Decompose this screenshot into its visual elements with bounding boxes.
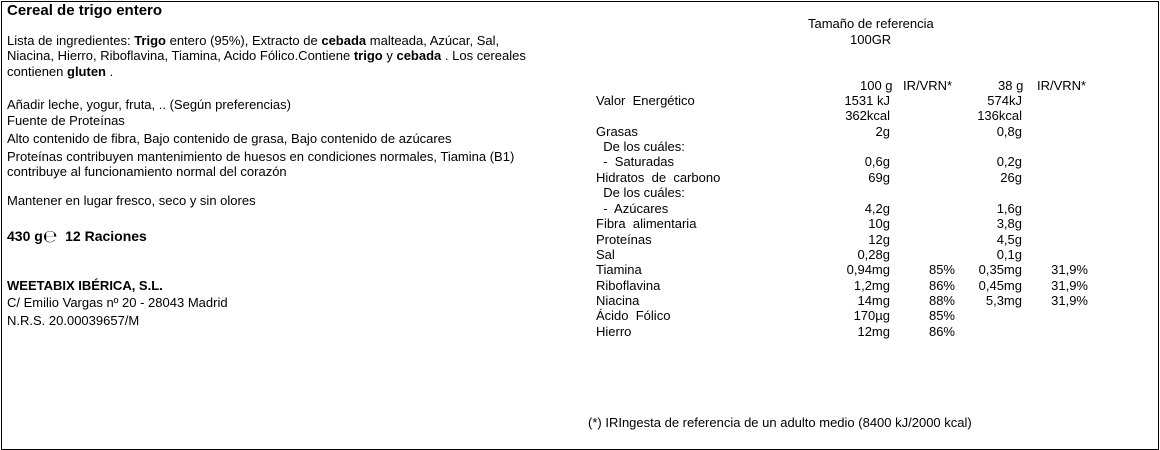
- allergen-cebada: cebada: [321, 33, 367, 48]
- company-name: WEETABIX IBÉRICA, S.L.: [7, 278, 163, 293]
- ir-100g: 85%: [928, 262, 955, 277]
- ir-100g: 86%: [928, 278, 955, 293]
- ingredients-line-1: [7, 33, 499, 48]
- nutrient-name: Ácido Fólico: [596, 308, 671, 323]
- value-100g: 1531 kJ: [844, 93, 890, 108]
- nutrient-name: Sal: [596, 247, 615, 262]
- allergen-trigo: Trigo: [134, 33, 166, 48]
- claim-line: Proteínas contribuyen mantenimiento de huesos en condiciones normales, Tiamina (B1): [7, 149, 515, 164]
- preparation-text: Añadir leche, yogur, fruta, .. (Según preferencias): [7, 97, 291, 112]
- nutrient-name: Hierro: [596, 324, 632, 339]
- nutrient-name: - Saturadas: [596, 154, 675, 169]
- value-100g: 12mg: [857, 324, 890, 339]
- nutrient-name: - Azúcares: [596, 201, 669, 216]
- value-38g: 0,8g: [996, 124, 1022, 139]
- claim-line: Alto contenido de fibra, Bajo contenido de grasa, Bajo contenido de azúcares: [7, 131, 452, 146]
- ingredients-text: entero (95%), Extracto de: [165, 33, 322, 48]
- net-weight: [7, 227, 147, 247]
- weight-value: 430 g: [7, 228, 43, 244]
- ingredients-text: . Los cereales: [441, 48, 526, 63]
- ir-100g: 85%: [928, 308, 955, 323]
- value-38g: 26g: [1000, 170, 1022, 185]
- value-100g: 2g: [875, 124, 890, 139]
- value-100g: 362kcal: [845, 108, 890, 123]
- value-100g: 14mg: [857, 293, 890, 308]
- value-100g: 12g: [868, 232, 890, 247]
- ir-38g: 31,9%: [1051, 293, 1088, 308]
- product-title: Cereal de trigo entero: [7, 2, 163, 19]
- ingredients-line-3: [7, 64, 113, 79]
- ir-100g: 88%: [928, 293, 955, 308]
- value-100g: 170µg: [853, 308, 890, 323]
- ingredients-line-2: [7, 48, 526, 63]
- reference-label: Tamaño de referencia: [808, 16, 934, 31]
- nutrient-name: De los cuáles:: [596, 139, 685, 154]
- claim-line: contribuye al funcionamiento normal del corazón: [7, 164, 287, 179]
- ingredients-lead: Lista de ingredientes:: [7, 33, 135, 48]
- ir-38g: 31,9%: [1051, 262, 1088, 277]
- value-38g: 5,3mg: [985, 293, 1022, 308]
- value-100g: 69g: [868, 170, 890, 185]
- value-38g: 1,6g: [996, 201, 1022, 216]
- nutrient-name: De los cuáles:: [596, 185, 685, 200]
- ingredients-text: malteada, Azúcar, Sal,: [366, 33, 500, 48]
- footnote: (*) IRIngesta de referencia de un adulto medio (8400 kJ/2000 kcal): [588, 415, 972, 430]
- reference-value: 100GR: [850, 32, 892, 47]
- nutrient-name: Tiamina: [596, 262, 642, 277]
- nutrient-name: Proteínas: [596, 232, 652, 247]
- value-38g: 4,5g: [996, 232, 1022, 247]
- ingredients-text: Niacina, Hierro, Riboflavina, Tiamina, Acido Fólico.Contiene: [7, 48, 354, 63]
- estimated-sign-icon: ℮: [42, 227, 58, 247]
- value-38g: 574kJ: [987, 93, 1022, 108]
- nutrient-name: Fibra alimentaria: [596, 216, 697, 231]
- allergen-cebada: cebada: [396, 48, 442, 63]
- header-38g: 38 g: [998, 78, 1024, 93]
- value-38g: 0,35mg: [978, 262, 1022, 277]
- servings: 12 Raciones: [65, 228, 147, 244]
- nutrient-name: Niacina: [596, 293, 640, 308]
- nutrient-name: Grasas: [596, 124, 638, 139]
- header-100g: 100 g: [860, 78, 893, 93]
- ir-38g: 31,9%: [1051, 278, 1088, 293]
- header-ir-38g: IR/VRN*: [1037, 78, 1087, 93]
- nutrient-name: Riboflavina: [596, 278, 661, 293]
- ingredients-text: .: [106, 64, 114, 79]
- value-100g: 0,6g: [864, 154, 890, 169]
- value-100g: 0,94mg: [846, 262, 890, 277]
- value-38g: 0,2g: [996, 154, 1022, 169]
- value-100g: 4,2g: [864, 201, 890, 216]
- ingredients-text: contienen: [7, 64, 67, 79]
- label-frame: [1, 1, 1159, 450]
- header-ir-100g: IR/VRN*: [903, 78, 953, 93]
- value-38g: 0,45mg: [978, 278, 1022, 293]
- value-38g: 3,8g: [996, 216, 1022, 231]
- storage-text: Mantener en lugar fresco, seco y sin olores: [7, 193, 256, 208]
- nutrient-name: Hidratos de carbono: [596, 170, 721, 185]
- value-100g: 1,2mg: [853, 278, 890, 293]
- ir-100g: 86%: [928, 324, 955, 339]
- value-38g: 0,1g: [996, 247, 1022, 262]
- allergen-gluten: gluten: [67, 64, 106, 79]
- value-100g: 0,28g: [857, 247, 890, 262]
- value-100g: 10g: [868, 216, 890, 231]
- claim-line: Fuente de Proteínas: [7, 113, 125, 128]
- company-nrs: N.R.S. 20.00039657/M: [7, 313, 140, 328]
- company-address: C/ Emilio Vargas nº 20 - 28043 Madrid: [7, 295, 228, 310]
- ingredients-text: y: [382, 48, 397, 63]
- nutrient-name: Valor Energético: [596, 93, 695, 108]
- allergen-trigo: trigo: [353, 48, 383, 63]
- value-38g: 136kcal: [977, 108, 1022, 123]
